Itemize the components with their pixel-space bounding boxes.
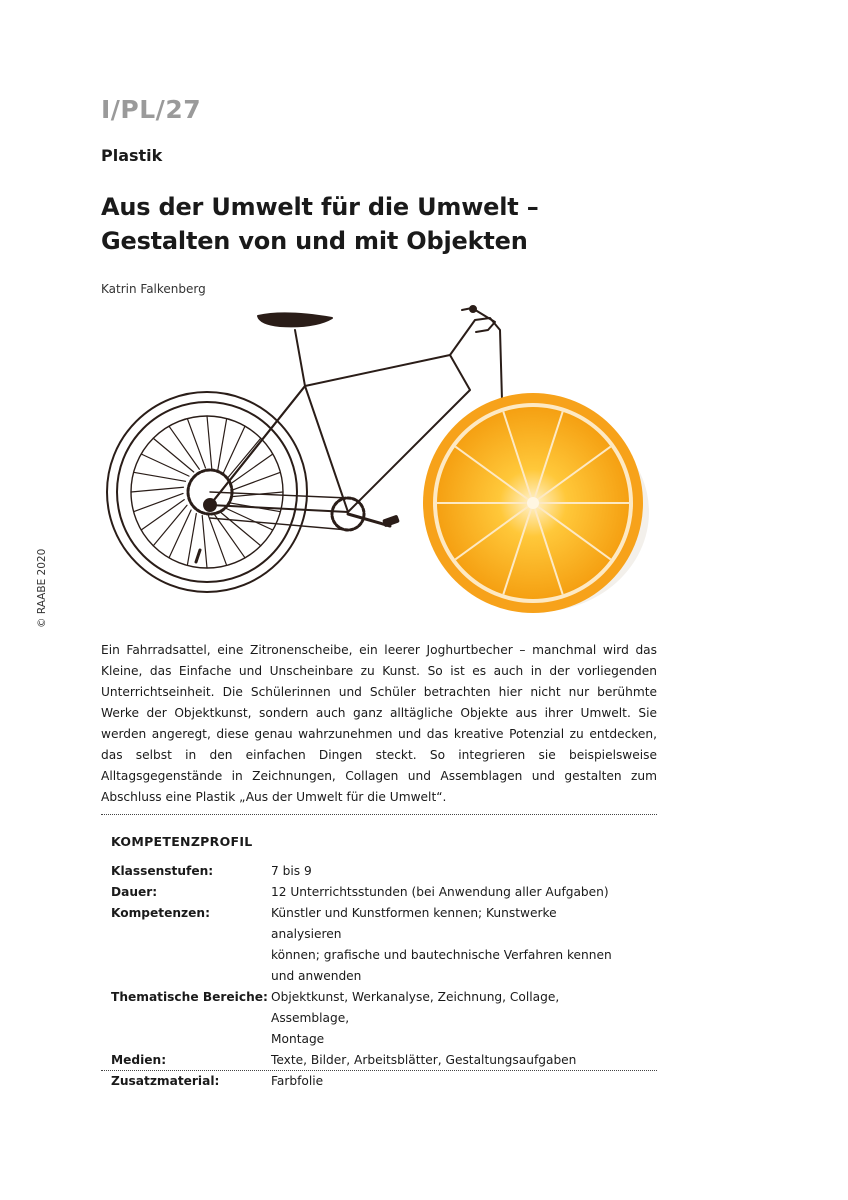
spoke	[208, 516, 226, 565]
spoke	[141, 454, 189, 476]
seat-tube	[305, 386, 348, 512]
spoke	[134, 493, 183, 511]
title-line-1: Aus der Umwelt für die Umwelt –	[101, 193, 539, 221]
profile-row	[111, 987, 651, 1050]
profile-value-line: können; grafische und bautechnische Verfahren kennen	[271, 948, 612, 962]
spoke	[230, 454, 273, 484]
profile-row-key: Zusatzmaterial:	[111, 1074, 220, 1088]
profile-row-value	[271, 1071, 621, 1092]
spoke	[220, 512, 260, 546]
profile-row-value	[271, 987, 621, 1050]
spoke	[187, 419, 205, 468]
profile-row-key: Kompetenzen:	[111, 906, 210, 920]
profile-value-line: Montage	[271, 1032, 325, 1046]
spoke	[134, 472, 186, 481]
profile-value-line: Künstler und Kunstformen kennen; Kunstwerke analysieren	[271, 906, 557, 941]
rear-spokes	[131, 416, 283, 568]
profile-row-value	[271, 861, 621, 882]
profile-row-key: Medien:	[111, 1053, 167, 1067]
profile-value-line: 12 Unterrichtsstunden (bei Anwendung aller Aufgaben)	[271, 885, 609, 899]
orange-center	[527, 497, 539, 509]
profile-row-value	[271, 1050, 621, 1071]
page-title	[101, 190, 539, 258]
spoke	[202, 516, 207, 568]
intro-paragraph: Ein Fahrradsattel, eine Zitronenscheibe, ein leerer Joghurtbecher – manchmal wird das Kleine, das Einfache und Unscheinbare zu Kunst. So ist es auch in der vorliegenden Unterrichtseinheit. Die Schülerinnen und Schüler betrachten hier nicht nur berühmte Werke der Objektkunst, sondern auch ganz alltägliche Objekte aus ihrer Umwelt. Sie werden angeregt, diese genau wahrzunehmen und das kreative Potenzial zu entdecken, das selbst in den einfachen Dingen steckt. So integrieren sie beispielsweise Alltagsgegenstände in Zeichnungen, Collagen und Assemblagen und gestalten zum Abschluss eine Plastik „Aus der Umwelt für die Umwelt“.	[101, 643, 657, 804]
profile-row	[111, 903, 651, 987]
profile-row	[111, 882, 651, 903]
profile-row-value	[271, 903, 621, 987]
saddle	[258, 313, 332, 326]
title-line-2: Gestalten von und mit Objekten	[101, 227, 528, 255]
profile-row	[111, 1050, 651, 1071]
profile-row-key: Klassenstufen:	[111, 864, 214, 878]
profile-value-line: und anwenden	[271, 969, 362, 983]
spoke	[231, 472, 280, 490]
profile-row-key: Thematische Bereiche:	[111, 990, 268, 1004]
bicycle-orange-illustration	[100, 300, 660, 620]
derailleur	[196, 550, 200, 562]
orange-slice	[423, 393, 649, 613]
author-name: Katrin Falkenberg	[101, 282, 206, 296]
spoke	[207, 416, 212, 468]
spoke	[227, 438, 261, 478]
profile-row-key: Dauer:	[111, 885, 158, 899]
profile-value-line: Objektkunst, Werkanalyse, Zeichnung, Collage, Assemblage,	[271, 990, 560, 1025]
profile-value-line: 7 bis 9	[271, 864, 312, 878]
spoke	[131, 487, 183, 492]
profile-table	[111, 861, 651, 1092]
spoke	[218, 419, 227, 471]
spoke	[169, 510, 191, 558]
spoke	[225, 508, 273, 530]
spoke	[169, 426, 199, 469]
divider-bottom	[101, 1070, 657, 1071]
profile-row-value	[271, 882, 621, 903]
pedal	[383, 516, 398, 526]
copyright-notice: © RAABE 2020	[36, 548, 48, 628]
unit-code: I/PL/27	[101, 95, 202, 124]
spoke	[153, 438, 193, 472]
spoke	[141, 500, 184, 530]
seat-post	[295, 330, 305, 386]
divider-top	[101, 814, 657, 815]
profile-value-line: Texte, Bilder, Arbeitsblätter, Gestaltungsaufgaben	[271, 1053, 577, 1067]
competence-profile	[111, 834, 651, 1092]
profile-row	[111, 1071, 651, 1092]
profile-value-line: Farbfolie	[271, 1074, 324, 1088]
profile-heading: KOMPETENZPROFIL	[111, 834, 253, 849]
handlebar-end	[470, 306, 476, 312]
profile-row	[111, 861, 651, 882]
category-label: Plastik	[101, 146, 163, 165]
spoke	[153, 505, 187, 545]
spoke	[187, 513, 196, 565]
